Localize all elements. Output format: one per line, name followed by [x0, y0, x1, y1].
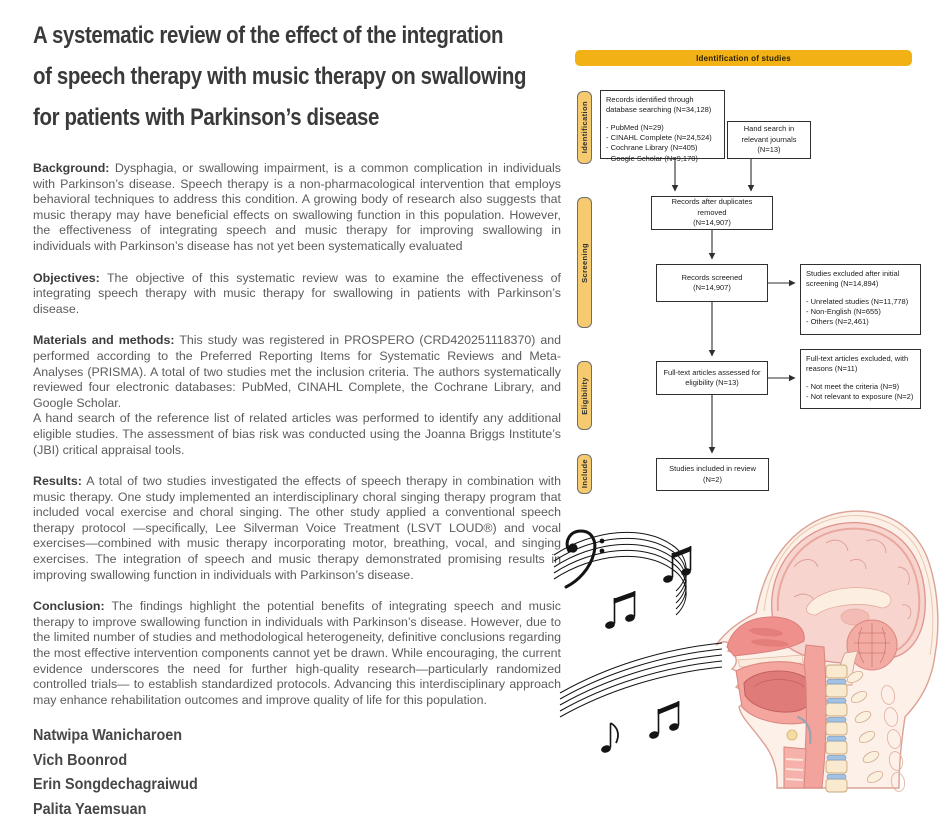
background-label: Background:	[33, 161, 110, 175]
methods-text: This study was registered in PROSPERO (CRD420251118370) and performed according to the Preferred Reporting Items for Systematic Reviews and Meta-Analyses (PRISMA). A total of two studies met the inclusion criteria. The authors systematically reviewed four electronic databases: PubMed, CINAHL Complete, the Cochrane Library, and Google Scholar.	[33, 333, 562, 410]
box-fulltext-assessed: Full-text articles assessed for eligibility (N=13)	[656, 361, 768, 395]
objectives-label: Objectives:	[33, 270, 100, 285]
conclusion-label: Conclusion:	[33, 599, 105, 614]
author-list	[33, 724, 561, 822]
conclusion-paragraph	[33, 599, 561, 708]
objectives-paragraph	[33, 271, 561, 318]
prisma-flow-diagram	[575, 48, 920, 498]
results-text: A total of two studies investigated the effects of speech therapy in combination with music therapy. One study implemented an interdisciplinary choral singing therapy program that included vocal exercise and choral singing. The other study applied a conventional speech therapy protocol —specifically, Lee Silverman Voice Treatment (LSVT LOUD®) and vocal exercises—combined with music therapy incorporating motor, breathing, vocal, and singing exercises. The integration of speech and music therapy demonstrated promising results in improving swallowing function in individuals with Parkinson’s disease.	[33, 474, 561, 582]
music-staff-illustration	[554, 532, 722, 717]
abstract-column	[33, 14, 561, 822]
stage-label-screening: Screening	[577, 197, 592, 328]
box-excluded-screening: Studies excluded after initial screening (N=14,894) - Unrelated studies (N=11,778) - Non-English (N=655) - Others (N=2,461)	[800, 264, 921, 335]
title-line-1: A systematic review of the effect of the integration	[33, 22, 504, 49]
author-name-2: Vich Boonrod	[33, 751, 128, 769]
box-duplicates-removed: Records after duplicates removed (N=14,907)	[651, 196, 773, 230]
methods-text-2: A hand search of the reference list of related articles was performed to identify any additional eligible studies. The assessment of bias risk was conducted using the Joanna Briggs Institute’s (JBI) critical appraisal tools.	[33, 411, 561, 457]
results-label: Results:	[33, 474, 82, 489]
illustration-area	[550, 495, 940, 788]
author-name-4: Palita Yaemsuan	[33, 800, 147, 818]
results-paragraph	[33, 474, 561, 583]
title-line-2: of speech therapy with music therapy on swallowing	[33, 63, 527, 90]
box-hand-search: Hand search in relevant journals (N=13)	[727, 121, 811, 159]
background-text: Dysphagia, or swallowing impairment, is a common complication in individuals with Parkinson’s disease. Speech therapy is a non-pharmacological intervention that employs behavioral techniques to address this condition. A growing body of research also suggests that music therapy may have beneficial effects on swallowing function in this population. However, the effectiveness of integrating speech and music therapy for improving swallowing in individuals with Parkinson’s disease has not yet been systematically evaluated	[33, 161, 561, 253]
methods-label: Materials and methods:	[33, 333, 175, 348]
stage-label-identification: Identification	[577, 91, 592, 164]
stage-label-include: Include	[577, 454, 592, 494]
page-title	[33, 14, 561, 137]
title-line-3: for patients with Parkinson’s disease	[33, 104, 380, 131]
diagram-header-banner: Identification of studies	[575, 50, 912, 66]
box-records-screened: Records screened (N=14,907)	[656, 264, 768, 302]
box-included: Studies included in review (N=2)	[656, 458, 769, 491]
head-anatomy-illustration	[550, 495, 940, 788]
conclusion-text: The findings highlight the potential benefits of integrating speech and music therapy to improve swallowing function in individuals with Parkinson’s disease. However, due to the limited number of studies and methodological heterogeneity, definitive conclusions regarding the most effective intervention components cannot yet be drawn. While encouraging, the current evidence underscores the need for further high-quality research—particularly randomized controlled trials— to establish standardized protocols. Advancing this interdisciplinary approach may enhance rehabilitation outcomes and improve quality of life for this population.	[33, 599, 562, 707]
objectives-text: The objective of this systematic review was to examine the effectiveness of integrating speech therapy with music therapy for swallowing in patients with Parkinson’s disease.	[33, 270, 561, 316]
background-paragraph	[33, 161, 561, 255]
stage-label-eligibility: Eligibility	[577, 361, 592, 430]
methods-paragraph	[33, 333, 561, 458]
author-name-1: Natwipa Wanicharoen	[33, 727, 183, 745]
box-database-search: Records identified through database searching (N=34,128) - PubMed (N=29) - CINAHL Complete (N=24,524) - Cochrane Library (N=405) - Google Scholar (N=9,170)	[600, 90, 725, 159]
author-name-3: Erin Songdechagraiwud	[33, 776, 198, 794]
box-excluded-fulltext: Full-text articles excluded, with reasons (N=11) - Not meet the criteria (N=9) - Not relevant to exposure (N=2)	[800, 349, 921, 409]
